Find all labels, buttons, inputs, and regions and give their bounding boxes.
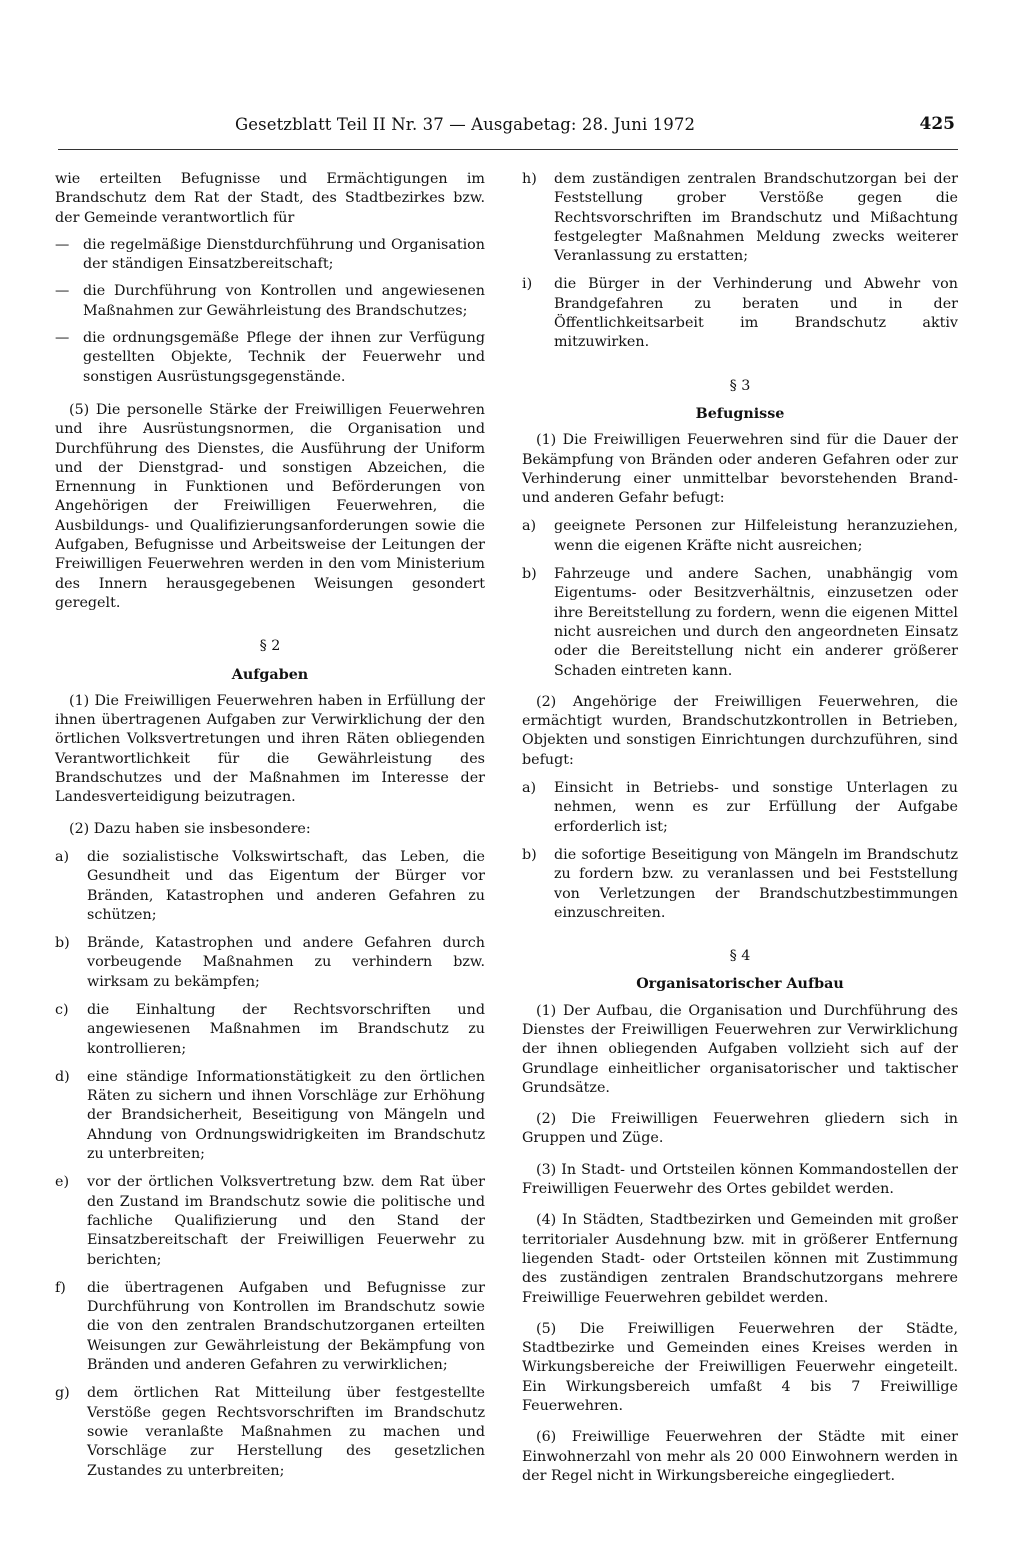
list-text: eine ständige Informationstätigkeit zu den örtlichen Räten zu sichern und ihnen Vorschläge zur Erhöhung der Brandsicherheit, Beseitigung von Mängeln und Ahndung von Ordnungswidrigkeiten im Brandschutz zu unterbreiten; xyxy=(87,1068,485,1163)
list-text: geeignete Personen zur Hilfeleistung heranzuziehen, wenn die eigenen Kräfte nicht ausreichen; xyxy=(554,518,958,554)
gazette-title: Gesetzblatt Teil II Nr. 37 — Ausgabetag: 28. Juni 1972 xyxy=(235,115,696,134)
section-4-paragraph-4: (4) In Städten, Stadtbezirken und Gemeinden mit großer territorialer Ausdehnung bzw. mit in größerer Entfernung liegenden Stadt- oder Ortsteilen können mit Zustimmung des zuständigen zentralen Brandschutzorgans mehrere Freiwillige Feuerwehren gebildet werden. xyxy=(522,1212,958,1306)
list-item xyxy=(55,1279,485,1375)
list-item xyxy=(522,565,958,681)
list-item xyxy=(55,1384,485,1480)
list-text: Fahrzeuge und andere Sachen, unabhängig vom Eigentums- oder Besitzverhältnis, einzusetzen oder ihre Bereitstellung zu fordern, wenn die eigenen Mittel nicht ausreichen und durch den angeordneten Einsatz oder die Bereitstellung nicht ein anderer größerer Schaden eintreten kann. xyxy=(554,566,958,679)
section-3-number: § 3 xyxy=(729,377,751,394)
section-2-title: Aufgaben xyxy=(231,666,309,683)
list-label: d) xyxy=(55,1068,70,1085)
list-label: e) xyxy=(55,1174,70,1191)
list-label: c) xyxy=(55,1001,69,1018)
list-text: die übertragenen Aufgaben und Befugnisse zur Durchführung von Kontrollen im Brandschutz sowie die von den zentralen Brandschutzorganen erteilten Weisungen zur Gewährleistung der Bekämpfung von Bränden und anderen Gefahren zu verwirklichen; xyxy=(87,1279,485,1374)
list-item xyxy=(55,282,485,321)
list-label: i) xyxy=(522,276,533,293)
list-text: die Durchführung von Kontrollen und angewiesenen Maßnahmen zur Gewährleistung des Brandschutzes; xyxy=(83,283,485,319)
list-text: die ordnungsgemäße Pflege der ihnen zur Verfügung gestellten Objekte, Technik der Feuerwehr und sonstigen Ausrüstungsgegenstände. xyxy=(83,330,485,385)
list-text: die Einhaltung der Rechtsvorschriften und angewiesenen Maßnahmen im Brandschutz zu kontrollieren; xyxy=(87,1001,485,1057)
list-item xyxy=(55,1173,485,1269)
list-item xyxy=(55,1068,485,1164)
section-3-paragraph-2: (2) Angehörige der Freiwilligen Feuerwehren, die ermächtigt wurden, Brandschutzkontrollen in Betrieben, Objekten und sonstigen Einrichtungen durchzuführen, sind befugt: xyxy=(522,693,958,768)
list-item xyxy=(55,1001,485,1059)
list-label: — xyxy=(55,283,70,300)
list-text: die regelmäßige Dienstdurchführung und Organisation der ständigen Einsatzbereitschaft; xyxy=(83,236,485,273)
list-item xyxy=(522,275,958,352)
section-3-paragraph-1: (1) Die Freiwilligen Feuerwehren sind für die Dauer der Bekämpfung von Bränden oder anderen Gefahren oder zur Verhinderung einer unmittelbar bevorstehenden Brand- und anderen Gefahr befugt: xyxy=(522,432,958,507)
right-column xyxy=(522,170,958,1486)
header-rule xyxy=(58,149,958,150)
list-item xyxy=(522,846,958,923)
intro-paragraph: wie erteilten Befugnisse und Ermächtigungen im Brandschutz dem Rat der Stadt, des Stadtbezirkes bzw. der Gemeinde verantwortlich für xyxy=(55,171,485,226)
list-text: vor der örtlichen Volksvertretung bzw. dem Rat über den Zustand im Brandschutz sowie die politische und fachliche Qualifizierung und den Stand der Einsatzbereitschaft der Freiwilligen Feuerwehr zu berichten; xyxy=(87,1174,485,1268)
list-item xyxy=(522,779,958,837)
section-2-paragraph-2: (2) Dazu haben sie insbesondere: xyxy=(69,820,311,837)
list-label: h) xyxy=(522,171,537,187)
page-header xyxy=(235,114,955,140)
paragraph-5: (5) Die personelle Stärke der Freiwilligen Feuerwehren und ihre Ausrüstungsnormen, die Organisation und Durchführung des Dienstes, die Ausführung der Uniform und der Dienstgrad- und sonstigen Abzeichen, die Ernennung in Funktionen und Beförderungen von Angehörigen der Freiwilligen Feuerwehren, die Ausbildungs- und Qualifizierungsanforderungen sowie die Aufgaben, Befugnisse und Arbeitsweise der Leitungen der Freiwilligen Feuerwehren werden in den vom Ministerium des Innern herausgegebenen Weisungen gesondert geregelt. xyxy=(55,401,485,611)
list-text: die Bürger in der Verhinderung und Abwehr von Brandgefahren zu beraten und in der Öffentlichkeitsarbeit im Brandschutz aktiv mitzuwirken. xyxy=(554,276,958,351)
left-column xyxy=(55,170,485,1481)
section-4-paragraph-5: (5) Die Freiwilligen Feuerwehren der Städte, Stadtbezirke und Gemeinden eines Kreises werden in Wirkungsbereiche der Freiwilligen Feuerwehr eingeteilt. Ein Wirkungsbereich umfaßt 4 bis 7 Freiwillige Feuerwehren. xyxy=(522,1320,958,1415)
list-label: b) xyxy=(522,566,537,583)
section-4-paragraph-6: (6) Freiwillige Feuerwehren der Städte mit einer Einwohnerzahl von mehr als 20 000 Einwohnern werden in der Regel nicht in Wirkungsbereiche eingegliedert. xyxy=(522,1429,958,1484)
list-text: die sofortige Beseitigung von Mängeln im Brandschutz zu fordern bzw. zu veranlassen und bei Feststellung von Verletzungen der Brandschutzbestimmungen einzuschreiten. xyxy=(554,846,958,921)
list-text: die sozialistische Volkswirtschaft, das Leben, die Gesundheit und das Eigentum der Bürger vor Bränden, Katastrophen und anderen Gefahren zu schützen; xyxy=(87,848,485,923)
list-item xyxy=(55,329,485,387)
section-2-number: § 2 xyxy=(259,638,281,655)
list-item xyxy=(55,848,485,925)
section-4-paragraph-1: (1) Der Aufbau, die Organisation und Durchführung des Dienstes der Freiwilligen Feuerwehren zur Verwirklichung der ihnen obliegenden Aufgaben vollzieht sich auf der Grundlage einheitlicher organisatorischer und taktischer Grundsätze. xyxy=(522,1002,958,1096)
list-label: b) xyxy=(55,935,70,952)
list-label: g) xyxy=(55,1385,70,1402)
list-label: — xyxy=(55,330,70,347)
list-label: — xyxy=(55,236,70,253)
section-4-title: Organisatorischer Aufbau xyxy=(636,976,844,993)
list-label: a) xyxy=(522,780,537,797)
section-4-paragraph-2: (2) Die Freiwilligen Feuerwehren gliedern sich in Gruppen und Züge. xyxy=(522,1111,958,1147)
page-number: 425 xyxy=(919,114,955,134)
list-text: Einsicht in Betriebs- und sonstige Unterlagen zu nehmen, wenn es zur Erfüllung der Aufgabe erforderlich ist; xyxy=(554,780,958,835)
list-label: b) xyxy=(522,846,537,863)
list-item xyxy=(55,934,485,992)
list-label: a) xyxy=(55,848,70,865)
list-text: dem zuständigen zentralen Brandschutzorgan bei der Feststellung grober Verstöße gegen die Rechtsvorschriften im Brandschutz und Mißachtung festgelegter Maßnahmen Meldung zwecks weiterer Veranlassung zu erstatten; xyxy=(554,171,958,265)
section-3-title: Befugnisse xyxy=(695,405,785,422)
list-text: dem örtlichen Rat Mitteilung über festgestellte Verstöße gegen Rechtsvorschriften im Brandschutz sowie veranlaßte Maßnahmen zu machen und Vorschläge zur Herstellung des gesetzlichen Zustandes zu unterbreiten; xyxy=(87,1385,485,1479)
section-2-paragraph-1: (1) Die Freiwilligen Feuerwehren haben in Erfüllung der ihnen übertragenen Aufgaben zur Verwirklichung der den örtlichen Volksvertretungen und ihren Räten obliegenden Verantwortlichkeit für die Gewährleistung des Brandschutzes und der Maßnahmen im Interesse der Landesverteidigung beizutragen. xyxy=(55,692,485,806)
list-item xyxy=(522,170,958,266)
list-label: f) xyxy=(55,1279,66,1296)
section-4-number: § 4 xyxy=(729,948,751,965)
list-item xyxy=(55,236,485,275)
list-label: a) xyxy=(522,518,537,535)
list-text: Brände, Katastrophen und andere Gefahren durch vorbeugende Maßnahmen zu verhindern bzw. wirksam zu bekämpfen; xyxy=(87,935,485,990)
section-4-paragraph-3: (3) In Stadt- und Ortsteilen können Kommandostellen der Freiwilligen Feuerwehr des Ortes gebildet werden. xyxy=(522,1161,958,1198)
list-item xyxy=(522,517,958,556)
